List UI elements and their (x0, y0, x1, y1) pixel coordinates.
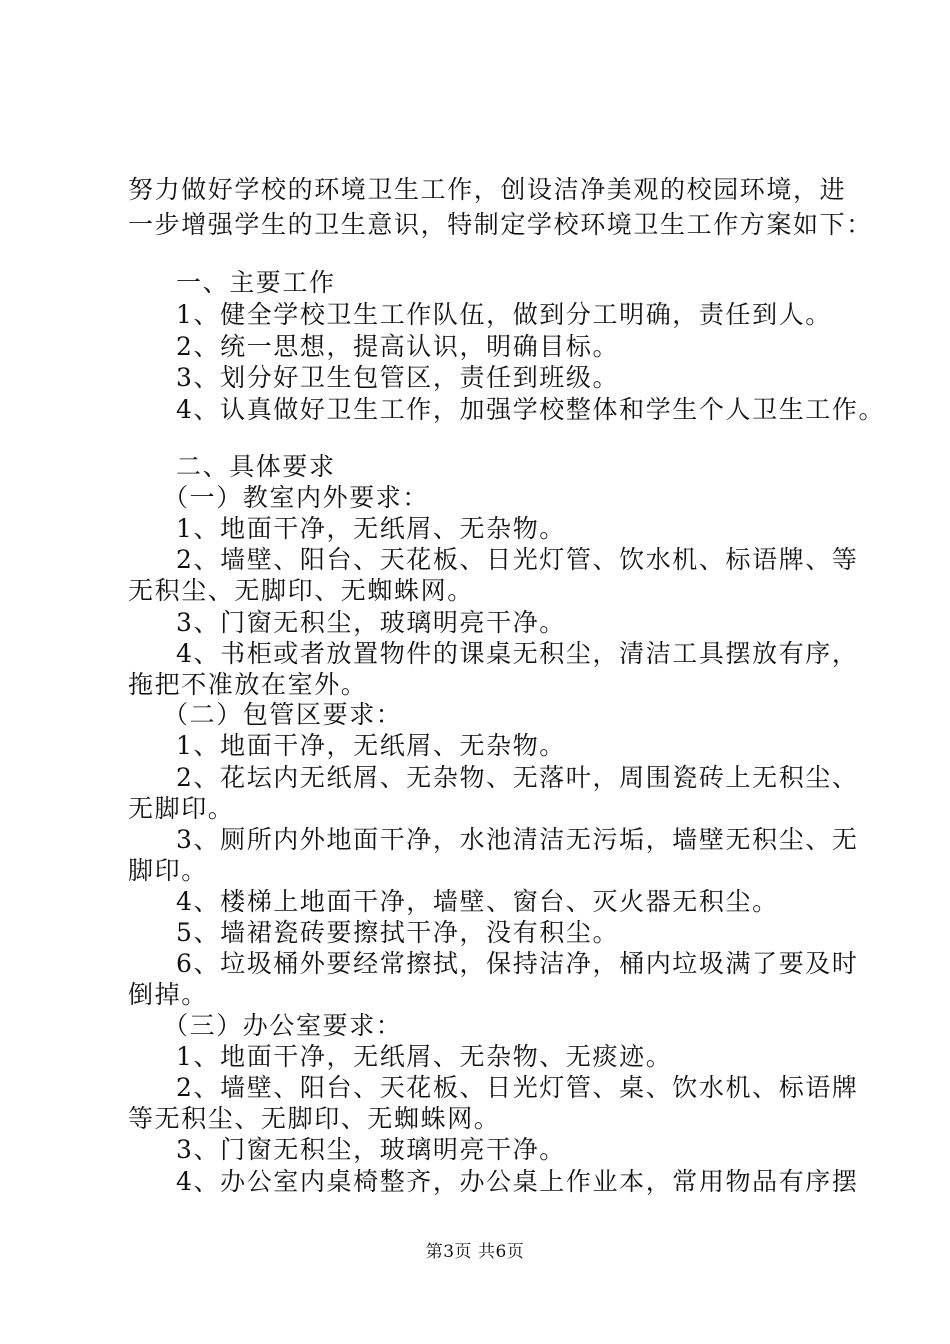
list-item-continuation: 无积尘、无脚印、无蜘蛛网。 (128, 576, 474, 605)
page-footer: 第3页 共6页 (425, 1242, 525, 1262)
list-item: 4、认真做好卫生工作，加强学校整体和学生个人卫生工作。 (176, 395, 886, 424)
list-item-continuation: 等无积尘、无脚印、无蜘蛛网。 (128, 1104, 501, 1133)
list-item: 2、墙壁、阳台、天花板、日光灯管、桌、饮水机、标语牌 (176, 1073, 859, 1102)
list-item: 2、墙壁、阳台、天花板、日光灯管、饮水机、标语牌、等 (176, 545, 859, 574)
list-item: 3、门窗无积尘，玻璃明亮干净。 (176, 1135, 566, 1164)
list-item: 3、门窗无积尘，玻璃明亮干净。 (176, 608, 566, 637)
section-heading: 二、具体要求 (176, 452, 336, 481)
body-text-line: 努力做好学校的环境卫生工作，创设洁净美观的校园环境，进 (128, 175, 847, 204)
section-heading: 一、主要工作 (176, 268, 336, 297)
list-item-continuation: 拖把不准放在室外。 (128, 670, 368, 699)
subsection-heading: （三）办公室要求： (163, 1011, 403, 1040)
list-item: 4、书柜或者放置物件的课桌无积尘，清洁工具摆放有序， (176, 639, 859, 668)
subsection-heading: （二）包管区要求： (163, 700, 403, 729)
body-text-line: 一步增强学生的卫生意识，特制定学校环境卫生工作方案如下： (128, 210, 873, 239)
list-item: 1、健全学校卫生工作队伍，做到分工明确，责任到人。 (176, 300, 832, 329)
list-item: 6、垃圾桶外要经常擦拭，保持洁净，桶内垃圾满了要及时 (176, 949, 859, 978)
list-item: 3、划分好卫生包管区，责任到班级。 (176, 363, 620, 392)
list-item-continuation: 脚印。 (128, 856, 208, 885)
list-item: 5、墙裙瓷砖要擦拭干净，没有积尘。 (176, 918, 620, 947)
list-item-continuation: 无脚印。 (128, 794, 235, 823)
list-item: 4、楼梯上地面干净，墙壁、窗台、灭火器无积尘。 (176, 887, 779, 916)
list-item: 2、花坛内无纸屑、无杂物、无落叶，周围瓷砖上无积尘、 (176, 763, 859, 792)
list-item: 1、地面干净，无纸屑、无杂物、无痰迹。 (176, 1042, 673, 1071)
list-item: 3、厕所内外地面干净，水池清洁无污垢，墙壁无积尘、无 (176, 825, 859, 854)
list-item: 1、地面干净，无纸屑、无杂物。 (176, 731, 566, 760)
list-item: 4、办公室内桌椅整齐，办公桌上作业本，常用物品有序摆 (176, 1167, 859, 1196)
list-item: 2、统一思想，提高认识，明确目标。 (176, 332, 620, 361)
list-item: 1、地面干净，无纸屑、无杂物。 (176, 514, 566, 543)
subsection-heading: （一）教室内外要求： (163, 483, 430, 512)
list-item-continuation: 倒掉。 (128, 980, 208, 1009)
